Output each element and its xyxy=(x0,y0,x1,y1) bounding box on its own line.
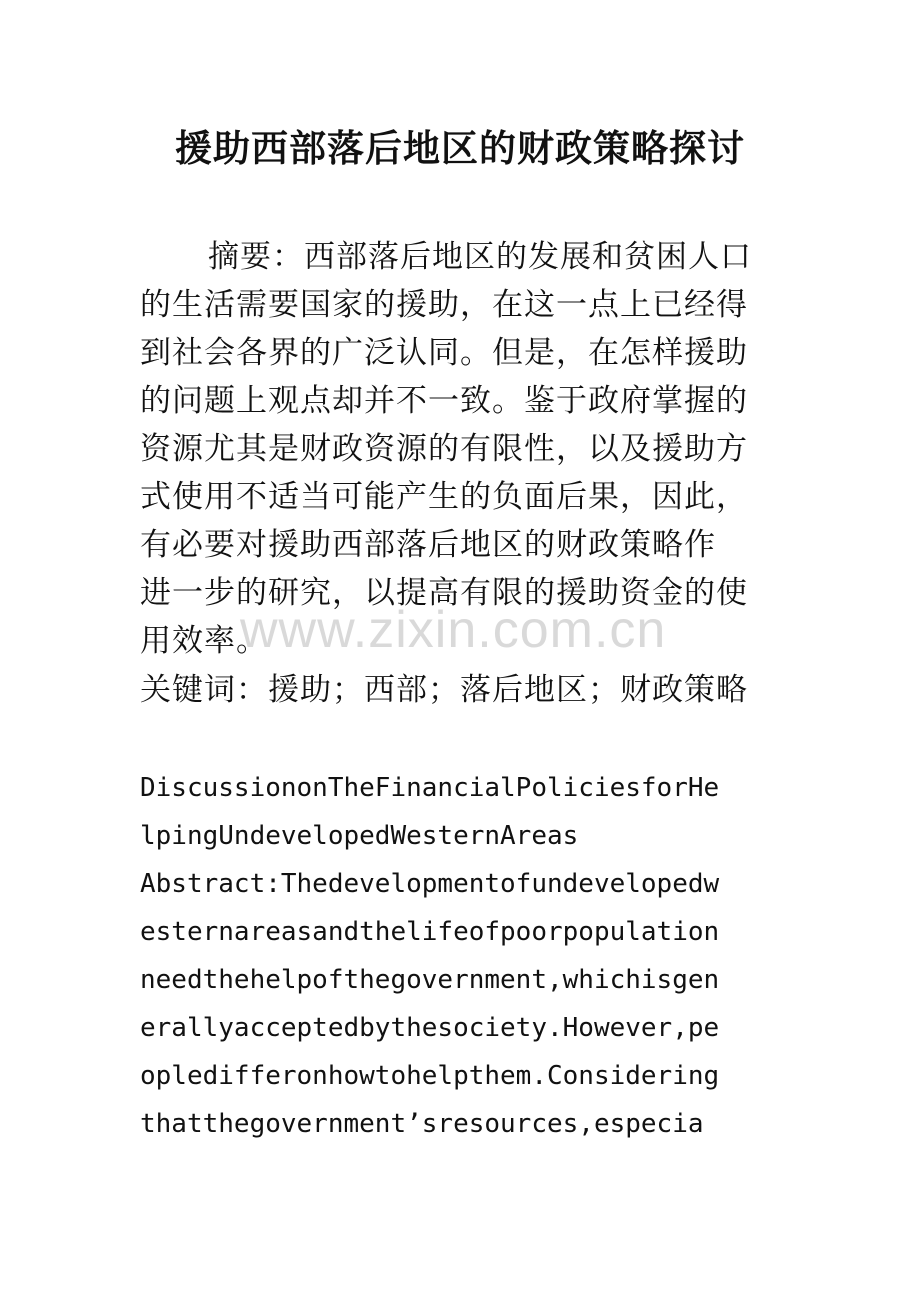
abstract-cn-line: 进一步的研究，以提高有限的援助资金的使 xyxy=(140,575,748,611)
abstract-en-line: thatthegovernment’sresources,especia xyxy=(140,1109,704,1139)
english-title-line: lpingUndevelopedWesternAreas xyxy=(140,821,579,851)
abstract-cn-line: 式使用不适当可能产生的负面后果，因此， xyxy=(140,479,748,515)
abstract-en-line: needthehelpofthegovernment,whichisgen xyxy=(140,965,720,995)
abstract-cn-line: 到社会各界的广泛认同。但是，在怎样援助 xyxy=(140,335,748,371)
abstract-cn-line: 的生活需要国家的援助，在这一点上已经得 xyxy=(140,287,748,323)
document-title: 援助西部落后地区的财政策略探讨 xyxy=(175,126,745,170)
english-section xyxy=(140,764,800,1148)
english-title-line: DiscussiononTheFinancialPoliciesforHe xyxy=(140,773,720,803)
abstract-en-line: erallyacceptedbythesociety.However,pe xyxy=(140,1013,720,1043)
abstract-cn-line: 的问题上观点却并不一致。鉴于政府掌握的 xyxy=(140,383,748,419)
abstract-cn-line: 资源尤其是财政资源的有限性，以及援助方 xyxy=(140,431,748,467)
abstract-cn-line: 有必要对援助西部落后地区的财政策略作 xyxy=(140,527,716,563)
abstract-en-line: Abstract:Thedevelopmentofundevelopedw xyxy=(140,869,720,899)
watermark: www.zixin.com.cn xyxy=(240,601,667,659)
keywords-cn: 关键词：援助；西部；落后地区；财政策略 xyxy=(140,672,748,708)
abstract-en-line: esternareasandthelifeofpoorpopulation xyxy=(140,917,720,947)
abstract-en-line: opledifferonhowtohelpthem.Considering xyxy=(140,1061,720,1091)
abstract-cn-line: 摘要：西部落后地区的发展和贫困人口 xyxy=(208,239,752,275)
abstract-cn-line: 用效率。 xyxy=(140,623,268,659)
